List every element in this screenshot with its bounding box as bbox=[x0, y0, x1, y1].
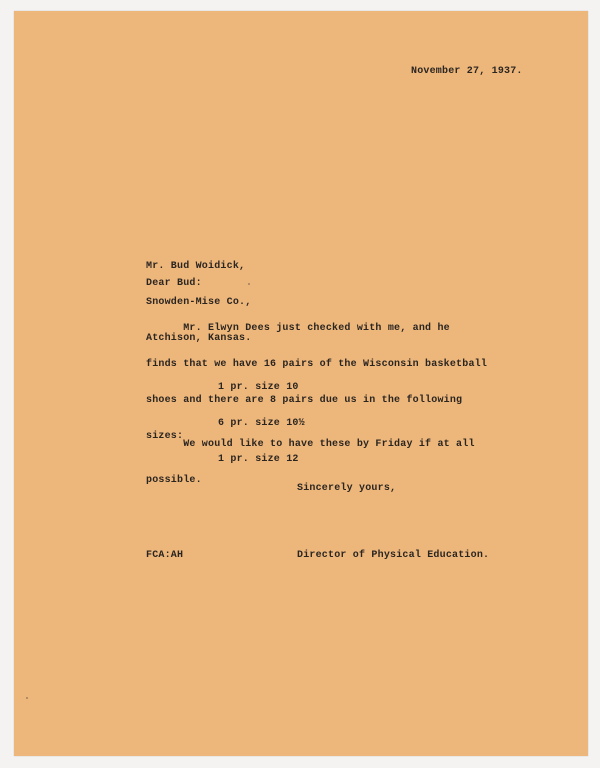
paragraph-line: Mr. Elwyn Dees just checked with me, and he bbox=[146, 323, 450, 334]
size-item: 1 pr. size 12 bbox=[218, 454, 299, 465]
recipient-company: Snowden-Mise Co., bbox=[146, 297, 252, 308]
closing: Sincerely yours, bbox=[297, 483, 397, 494]
signature-title: Director of Physical Education. bbox=[297, 550, 490, 561]
paper-speck bbox=[26, 697, 28, 699]
size-item: 1 pr. size 10 bbox=[218, 382, 299, 393]
paper-speck bbox=[248, 283, 250, 285]
recipient-city: Atchison, Kansas. bbox=[146, 333, 252, 344]
paragraph-line: We would like to have these by Friday if at all bbox=[146, 439, 475, 450]
paragraph-line: possible. bbox=[146, 475, 202, 486]
salutation: Dear Bud: bbox=[146, 278, 202, 289]
paragraph-line: shoes and there are 8 pairs due us in the following bbox=[146, 395, 463, 406]
reference-initials: FCA:AH bbox=[146, 550, 184, 561]
paragraph-line: sizes: bbox=[146, 431, 184, 442]
paragraph-line: finds that we have 16 pairs of the Wisconsin basketball bbox=[146, 359, 488, 370]
recipient-name: Mr. Bud Woidick, bbox=[146, 261, 246, 272]
size-item: 6 pr. size 10½ bbox=[218, 418, 305, 429]
letter-date: November 27, 1937. bbox=[411, 66, 523, 77]
